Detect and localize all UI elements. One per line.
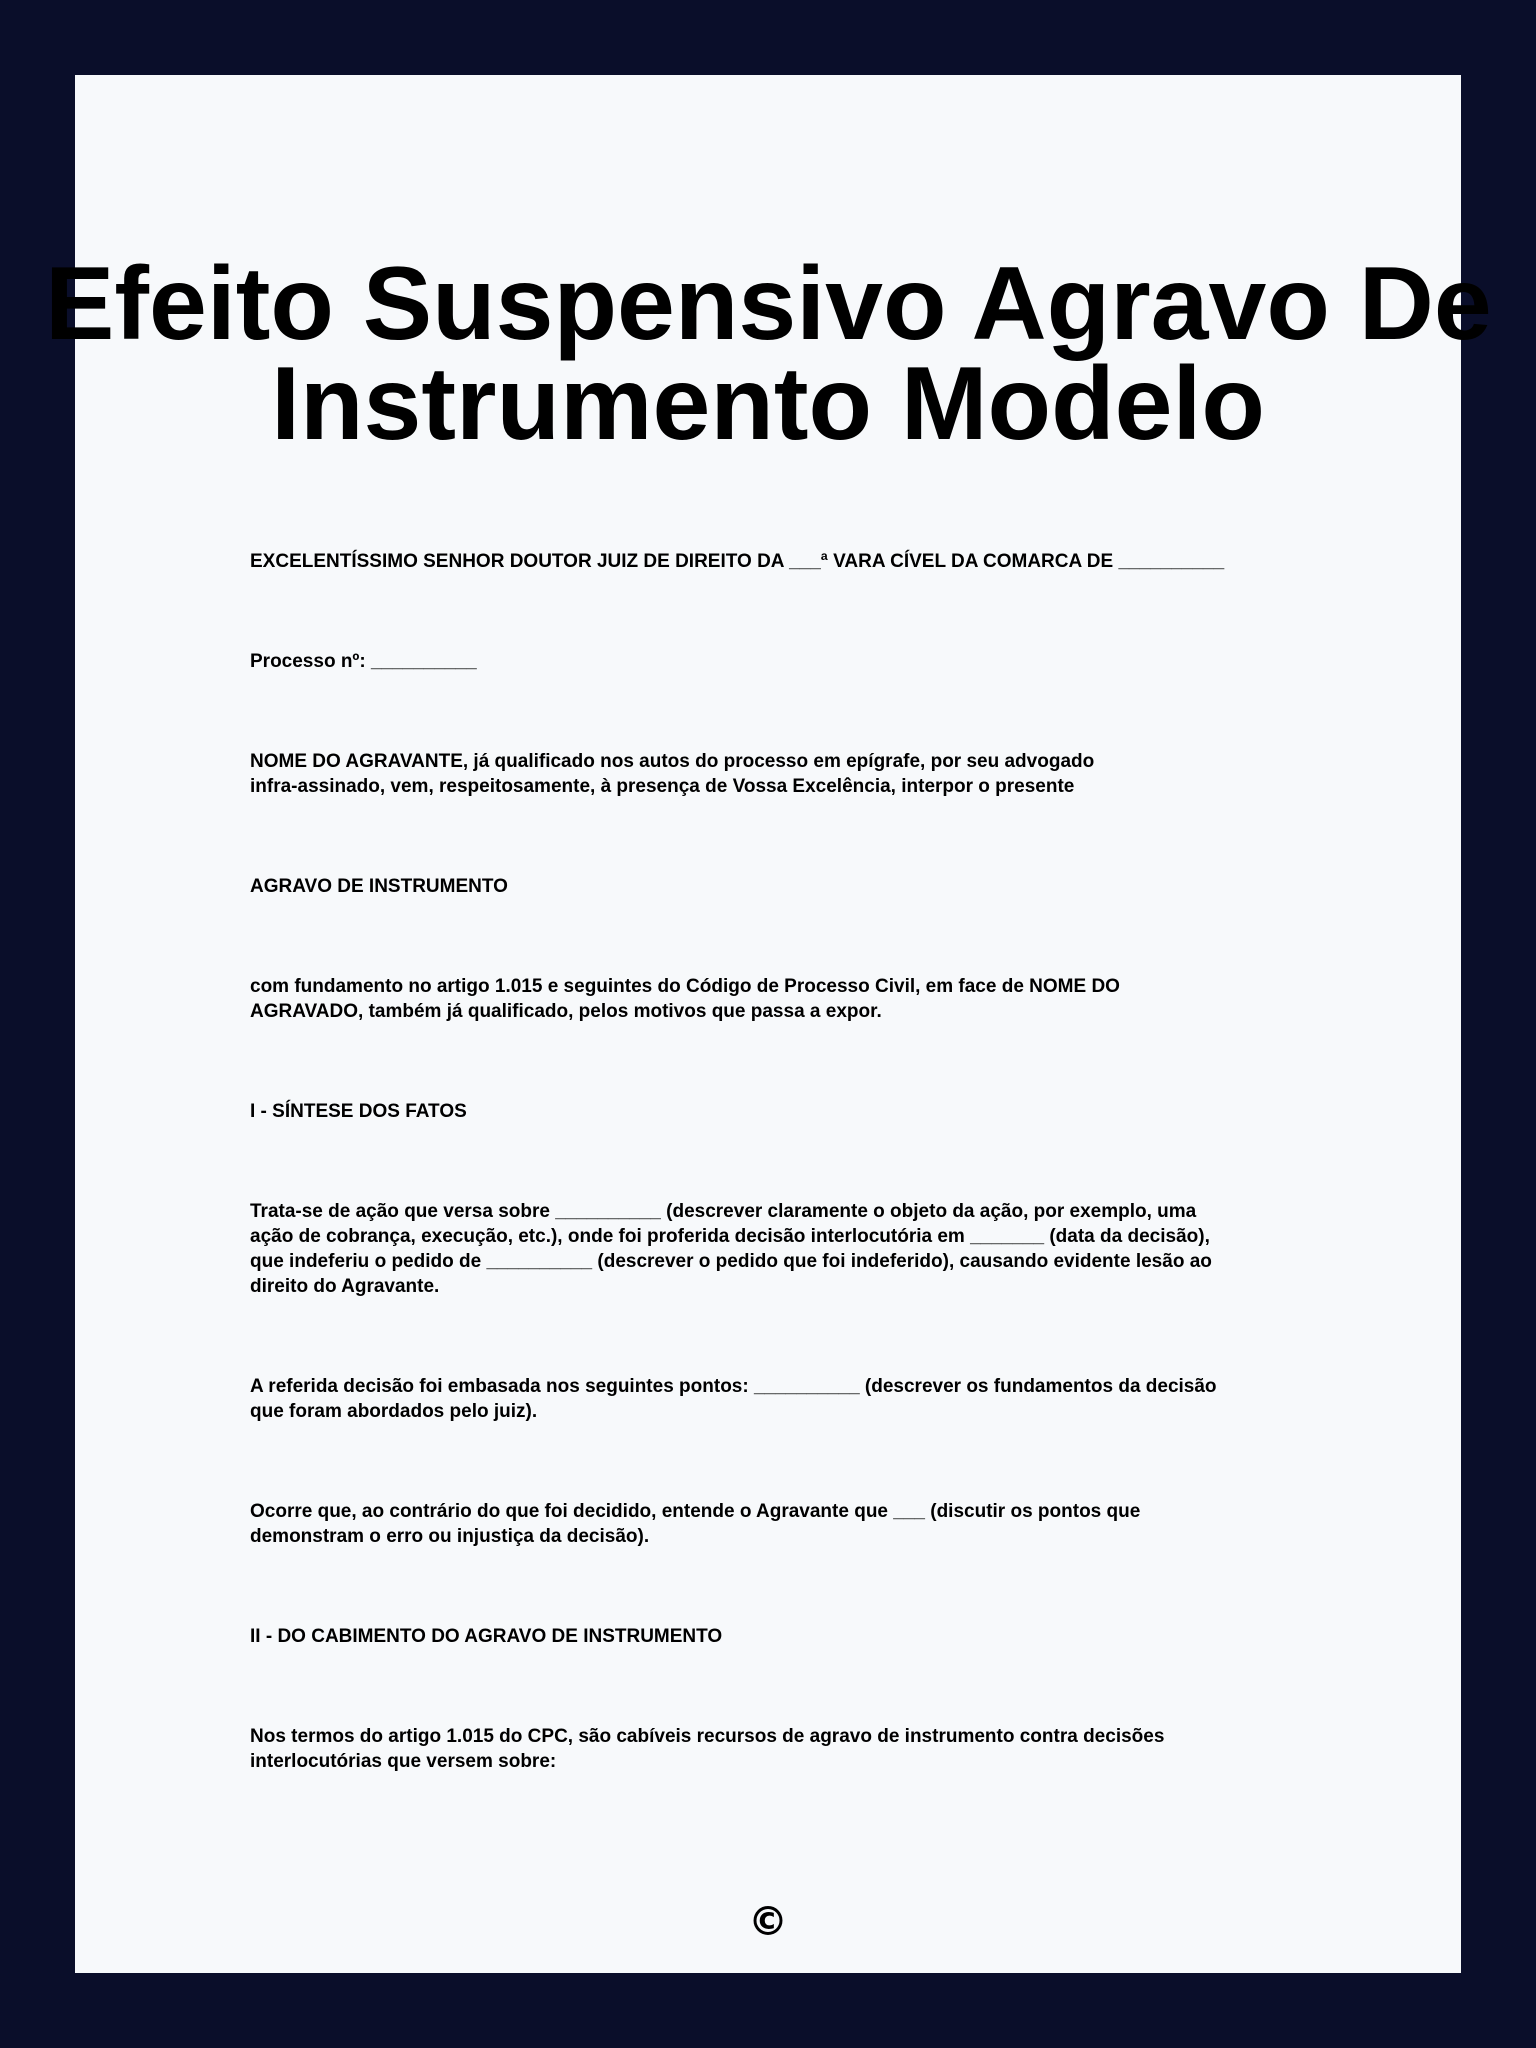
document-title (45, 246, 1492, 462)
copyright-icon: © (748, 1899, 788, 1945)
admissibility-paragraph: Nos termos do artigo 1.015 do CPC, são cabíveis recursos de agravo de instrumento contra decisões interlocutórias que versem sobre: (250, 1726, 1165, 1772)
petition-heading: AGRAVO DE INSTRUMENTO (250, 876, 508, 897)
facts-paragraph: Trata-se de ação que versa sobre __________ (descrever claramente o objeto da ação, por exemplo, uma ação de cobrança, execução, etc.), onde foi proferida decisão interlocutória em _______ (data da decisão), que indeferiu o pedido de __________ (descrever o pedido que foi indeferido), causando evidente lesão ao direito do Agravante. (250, 1201, 1212, 1297)
document-page (45, 75, 1492, 1973)
document-body (250, 549, 1310, 1849)
section-heading-admissibility: II - DO CABIMENTO DO AGRAVO DE INSTRUMENTO (250, 1626, 723, 1647)
section-heading-facts: I - SÍNTESE DOS FATOS (250, 1101, 467, 1122)
salutation: EXCELENTÍSSIMO SENHOR DOUTOR JUIZ DE DIREITO DA ___ª VARA CÍVEL DA COMARCA DE __________ (250, 551, 1225, 572)
title-line-2: Instrumento Modelo (271, 346, 1265, 462)
decision-grounds-paragraph: A referida decisão foi embasada nos seguintes pontos: __________ (descrever os fundamentos da decisão que foram abordados pelo juiz). (250, 1376, 1217, 1422)
intro-paragraph: NOME DO AGRAVANTE, já qualificado nos autos do processo em epígrafe, por seu advogado infra-assinado, vem, respeitosamente, à presença de Vossa Excelência, interpor o presente (250, 751, 1095, 797)
argument-paragraph: Ocorre que, ao contrário do que foi decidido, entende o Agravante que ___ (discutir os pontos que demonstram o erro ou injustiça da decisão). (250, 1501, 1141, 1547)
title-line-1: Efeito Suspensivo Agravo De (45, 246, 1492, 362)
process-number: Processo nº: __________ (250, 651, 477, 672)
legal-basis-paragraph: com fundamento no artigo 1.015 e seguintes do Código de Processo Civil, em face de NOME DO AGRAVADO, também já qualificado, pelos motivos que passa a expor. (250, 976, 1120, 1022)
